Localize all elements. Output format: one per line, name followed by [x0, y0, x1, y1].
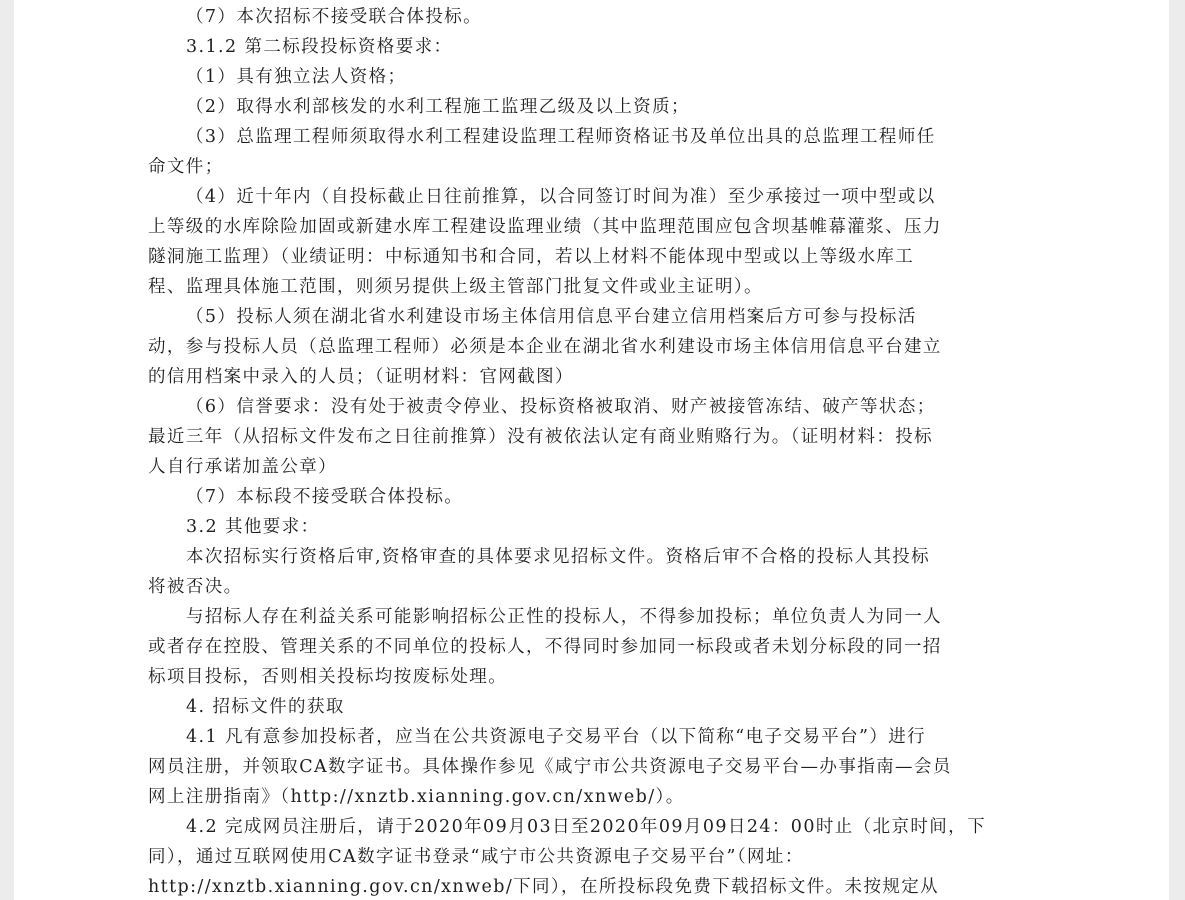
- text-line: 程、监理具体施工范围，则须另提供上级主管部门批复文件或业主证明）。: [148, 277, 763, 297]
- section-heading: 3.1.2 第二标段投标资格要求：: [186, 37, 453, 57]
- text-line: 将被否决。: [148, 577, 243, 597]
- text-line: 动，参与投标人员（总监理工程师）必须是本企业在湖北省水利建设市场主体信用信息平台建立: [148, 337, 942, 357]
- text-line: （3）总监理工程师须取得水利工程建设监理工程师资格证书及单位出具的总监理工程师任: [186, 127, 936, 147]
- text-line: （7）本次招标不接受联合体投标。: [186, 7, 483, 27]
- text-line: 本次招标实行资格后审,资格审查的具体要求见招标文件。资格后审不合格的投标人其投标: [186, 547, 931, 567]
- text-line: 网上注册指南》（http://xnztb.xianning.gov.cn/xnweb/）。: [148, 787, 685, 807]
- text-line: 隧洞施工监理）（业绩证明：中标通知书和合同，若以上材料不能体现中型或以上等级水库工: [148, 247, 915, 267]
- text-line: 标项目投标，否则相关投标均按废标处理。: [148, 667, 508, 687]
- text-line: （2）取得水利部核发的水利工程施工监理乙级及以上资质；: [186, 97, 690, 117]
- text-line: 4.2 完成网员注册后，请于2020年09月03日至2020年09月09日24：00时止（北京时间，下: [186, 817, 986, 837]
- section-heading: 3.2 其他要求：: [186, 517, 320, 537]
- text-line: http://xnztb.xianning.gov.cn/xnweb/下同），在所投标段免费下载招标文件。未按规定从: [148, 877, 940, 897]
- text-line: 人自行承诺加盖公章）: [148, 457, 337, 477]
- text-line: （7）本标段不接受联合体投标。: [186, 487, 464, 507]
- document-page: [14, 0, 1169, 900]
- text-line: （1）具有独立法人资格；: [186, 67, 407, 87]
- text-line: 上等级的水库除险加固或新建水库工程建设监理业绩（其中监理范围应包含坝基帷幕灌浆、压力: [148, 217, 942, 237]
- text-line: 4.1 凡有意参加投标者，应当在公共资源电子交易平台（以下简称“电子交易平台”）进行: [186, 727, 927, 747]
- text-line: 或者存在控股、管理关系的不同单位的投标人，不得同时参加同一标段或者未划分标段的同一招: [148, 637, 942, 657]
- document-body: [148, 2, 1038, 900]
- text-line: 与招标人存在利益关系可能影响招标公正性的投标人，不得参加投标；单位负责人为同一人: [186, 607, 942, 627]
- text-line: 命文件；: [148, 157, 224, 177]
- text-line: （5）投标人须在湖北省水利建设市场主体信用信息平台建立信用档案后方可参与投标活: [186, 307, 917, 327]
- text-line: （6）信誉要求：没有处于被责令停业、投标资格被取消、财产被接管冻结、破产等状态；: [186, 397, 936, 417]
- text-line: （4）近十年内（自投标截止日往前推算，以合同签订时间为准）至少承接过一项中型或以: [186, 187, 936, 207]
- text-line: 网员注册，并领取CA数字证书。具体操作参见《咸宁市公共资源电子交易平台—办事指南—会员: [148, 757, 952, 777]
- text-line: 的信用档案中录入的人员；（证明材料：官网截图）: [148, 367, 574, 387]
- text-line: 同），通过互联网使用CA数字证书登录“咸宁市公共资源电子交易平台”（网址：: [148, 847, 804, 867]
- section-heading: 4. 招标文件的获取: [186, 697, 345, 717]
- text-line: 最近三年（从招标文件发布之日往前推算）没有被依法认定有商业贿赂行为。（证明材料：投标: [148, 427, 934, 447]
